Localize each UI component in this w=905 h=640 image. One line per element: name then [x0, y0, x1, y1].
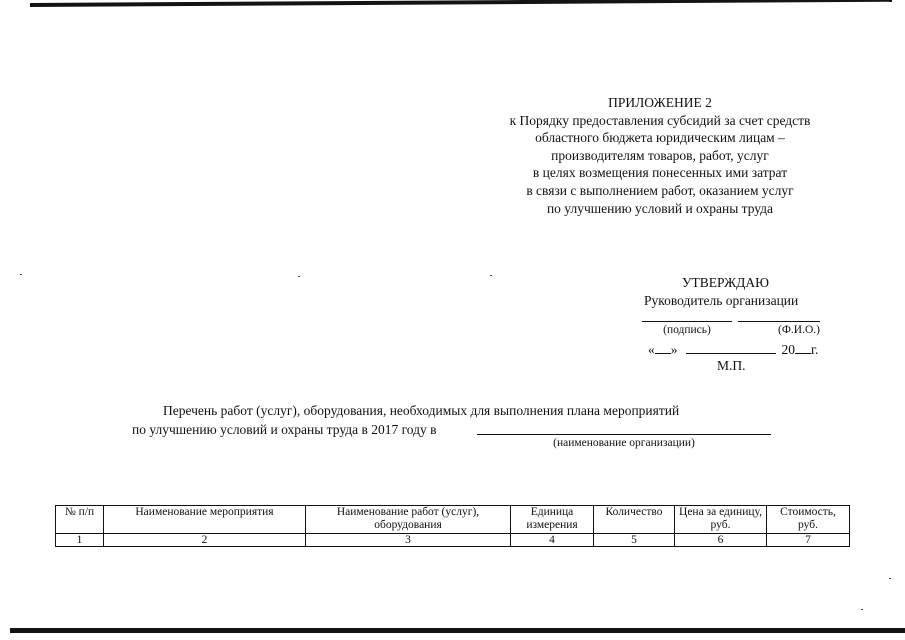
date-quote-close: » [670, 342, 678, 357]
works-table [55, 505, 850, 547]
header-activity: Наименование мероприятия [104, 506, 306, 534]
name-caption: (Ф.И.О.) [738, 321, 820, 336]
table-header-row [56, 506, 850, 534]
approval-role: Руководитель организации [644, 293, 799, 308]
scan-speck [298, 276, 300, 277]
scan-top-border [30, 0, 892, 7]
column-number: 1 [56, 534, 104, 547]
appendix-line: к Порядку предоставления субсидий за счет средств [509, 112, 811, 128]
appendix-line: областного бюджета юридическим лицам – [535, 130, 785, 146]
year-suffix: г. [811, 342, 819, 357]
appendix-title: ПРИЛОЖЕНИЕ 2 [608, 95, 712, 110]
appendix-block [480, 94, 840, 217]
heading-line-2: по улучшению условий и охраны труда в 2017 году в [132, 422, 437, 437]
column-number: 3 [306, 534, 511, 547]
date-row [648, 341, 818, 358]
approval-title: УТВЕРЖДАЮ [682, 275, 770, 290]
day-blank [655, 341, 671, 354]
header-unit: Единица измерения [511, 506, 594, 534]
header-cost: Стоимость, руб. [767, 506, 850, 534]
appendix-line: производителям товаров, работ, услуг [551, 147, 769, 163]
table-row [56, 534, 850, 547]
date-quote-open: « [648, 342, 655, 357]
month-blank [686, 341, 776, 354]
signature-caption: (подпись) [642, 321, 732, 336]
header-number: № п/п [56, 506, 104, 534]
header-works: Наименование работ (услуг), оборудования [306, 506, 511, 534]
appendix-line: в целях возмещения понесенных ими затрат [532, 165, 788, 181]
header-quantity: Количество [594, 506, 675, 534]
scan-speck [20, 274, 22, 275]
stamp-placeholder: М.П. [717, 358, 746, 373]
appendix-line: в связи с выполнением работ, оказанием услуг [526, 182, 794, 198]
organization-caption: (наименование организации) [553, 437, 695, 449]
header-unit-price: Цена за единицу, руб. [675, 506, 767, 534]
scan-bottom-border [10, 628, 905, 633]
scan-speck [490, 275, 492, 276]
column-number: 4 [511, 534, 594, 547]
year-blank [795, 341, 811, 354]
scan-speck [889, 578, 891, 579]
heading-line-1: Перечень работ (услуг), оборудования, необходимых для выполнения плана мероприятий [163, 403, 680, 418]
column-number: 5 [594, 534, 675, 547]
column-number: 7 [767, 534, 850, 547]
appendix-line: по улучшению условий и охраны труда [546, 200, 774, 216]
scan-speck [861, 609, 863, 610]
year-prefix: 20 [781, 342, 795, 357]
signature-row [640, 321, 820, 337]
organization-blank [477, 434, 771, 435]
column-number: 6 [675, 534, 767, 547]
column-number: 2 [104, 534, 306, 547]
